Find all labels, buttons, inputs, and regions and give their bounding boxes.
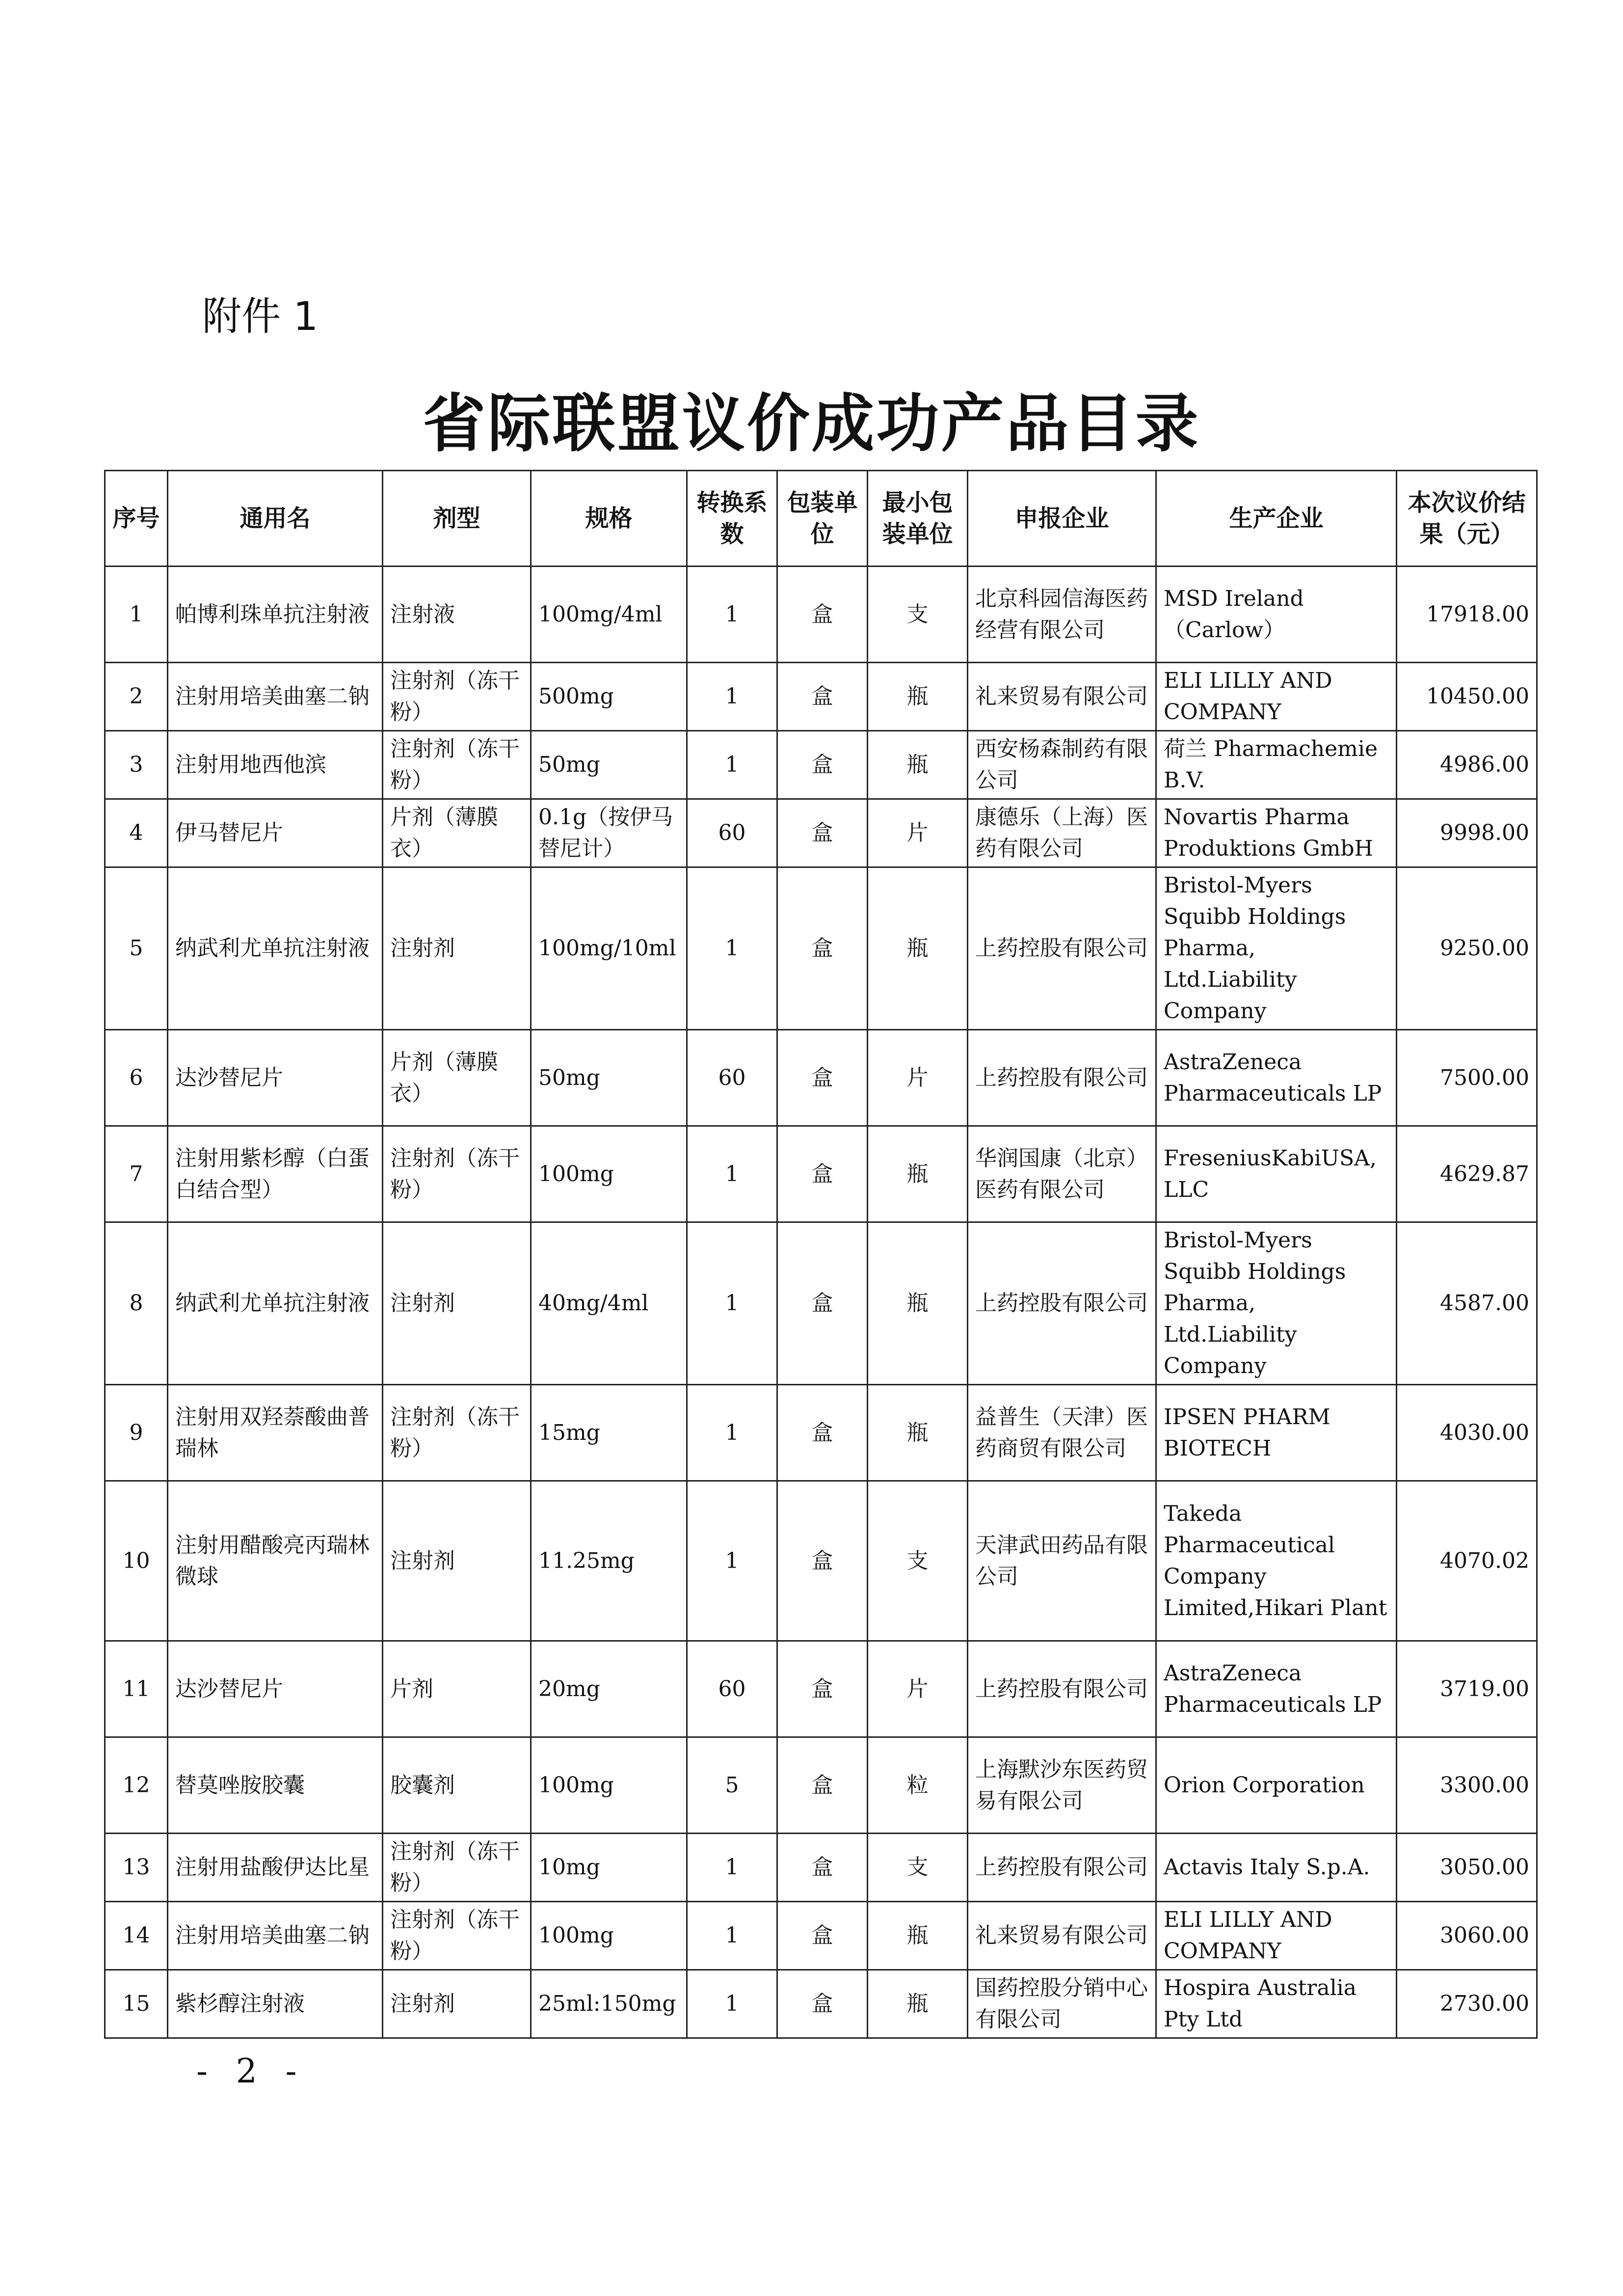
cell-min-pack: 瓶 bbox=[868, 867, 968, 1030]
cell-price: 3300.00 bbox=[1397, 1737, 1537, 1834]
cell-min-pack: 片 bbox=[868, 1641, 968, 1737]
cell-no: 8 bbox=[105, 1222, 168, 1385]
cell-name: 替莫唑胺胶囊 bbox=[168, 1737, 383, 1834]
table-row bbox=[105, 867, 1537, 1030]
cell-price: 2730.00 bbox=[1397, 1970, 1537, 2038]
cell-factor: 1 bbox=[687, 1834, 777, 1902]
cell-factor: 60 bbox=[687, 1030, 777, 1126]
cell-no: 3 bbox=[105, 731, 168, 799]
cell-pack: 盒 bbox=[777, 567, 868, 663]
cell-form: 片剂 bbox=[383, 1641, 531, 1737]
cell-factor: 1 bbox=[687, 663, 777, 731]
cell-factor: 1 bbox=[687, 1481, 777, 1641]
table-row bbox=[105, 663, 1537, 731]
cell-min-pack: 支 bbox=[868, 1481, 968, 1641]
cell-form: 注射剂 bbox=[383, 867, 531, 1030]
cell-pack: 盒 bbox=[777, 1641, 868, 1737]
cell-form: 注射液 bbox=[383, 567, 531, 663]
table-row bbox=[105, 731, 1537, 799]
cell-no: 9 bbox=[105, 1385, 168, 1481]
cell-manufacturer: ELI LILLY AND COMPANY bbox=[1156, 663, 1397, 731]
cell-spec: 50mg bbox=[531, 1030, 687, 1126]
header-name: 通用名 bbox=[168, 471, 383, 567]
header-no: 序号 bbox=[105, 471, 168, 567]
cell-applicant: 华润国康（北京）医药有限公司 bbox=[968, 1126, 1156, 1222]
cell-form: 注射剂（冻干粉） bbox=[383, 731, 531, 799]
cell-pack: 盒 bbox=[777, 1481, 868, 1641]
cell-price: 4030.00 bbox=[1397, 1385, 1537, 1481]
cell-spec: 25ml:150mg bbox=[531, 1970, 687, 2038]
cell-applicant: 上药控股有限公司 bbox=[968, 1030, 1156, 1126]
header-form: 剂型 bbox=[383, 471, 531, 567]
cell-manufacturer: AstraZeneca Pharmaceuticals LP bbox=[1156, 1030, 1397, 1126]
table-row bbox=[105, 1970, 1537, 2038]
cell-manufacturer: Bristol-Myers Squibb Holdings Pharma, Ltd.Liability Company bbox=[1156, 867, 1397, 1030]
table-row bbox=[105, 1126, 1537, 1222]
cell-spec: 100mg/10ml bbox=[531, 867, 687, 1030]
cell-name: 纳武利尤单抗注射液 bbox=[168, 1222, 383, 1385]
cell-manufacturer: Bristol-Myers Squibb Holdings Pharma, Ltd.Liability Company bbox=[1156, 1222, 1397, 1385]
cell-form: 注射剂 bbox=[383, 1481, 531, 1641]
cell-spec: 15mg bbox=[531, 1385, 687, 1481]
cell-manufacturer: Orion Corporation bbox=[1156, 1737, 1397, 1834]
cell-pack: 盒 bbox=[777, 1737, 868, 1834]
cell-name: 帕博利珠单抗注射液 bbox=[168, 567, 383, 663]
cell-factor: 1 bbox=[687, 1126, 777, 1222]
header-manufacturer: 生产企业 bbox=[1156, 471, 1397, 567]
cell-applicant: 康德乐（上海）医药有限公司 bbox=[968, 799, 1156, 867]
cell-manufacturer: AstraZeneca Pharmaceuticals LP bbox=[1156, 1641, 1397, 1737]
cell-spec: 100mg/4ml bbox=[531, 567, 687, 663]
table-row bbox=[105, 1030, 1537, 1126]
cell-applicant: 西安杨森制药有限公司 bbox=[968, 731, 1156, 799]
cell-manufacturer: Takeda Pharmaceutical Company Limited,Hikari Plant bbox=[1156, 1481, 1397, 1641]
header-min-pack: 最小包装单位 bbox=[868, 471, 968, 567]
cell-price: 17918.00 bbox=[1397, 567, 1537, 663]
cell-form: 注射剂（冻干粉） bbox=[383, 1902, 531, 1970]
cell-min-pack: 瓶 bbox=[868, 1902, 968, 1970]
cell-price: 10450.00 bbox=[1397, 663, 1537, 731]
cell-applicant: 礼来贸易有限公司 bbox=[968, 663, 1156, 731]
cell-spec: 0.1g（按伊马替尼计） bbox=[531, 799, 687, 867]
cell-price: 9998.00 bbox=[1397, 799, 1537, 867]
cell-name: 伊马替尼片 bbox=[168, 799, 383, 867]
header-price: 本次议价结果（元） bbox=[1397, 471, 1537, 567]
cell-pack: 盒 bbox=[777, 663, 868, 731]
attachment-label: 附件 1 bbox=[202, 294, 319, 339]
cell-name: 注射用紫杉醇（白蛋白结合型） bbox=[168, 1126, 383, 1222]
cell-name: 注射用培美曲塞二钠 bbox=[168, 663, 383, 731]
cell-factor: 1 bbox=[687, 1222, 777, 1385]
cell-pack: 盒 bbox=[777, 1030, 868, 1126]
cell-name: 紫杉醇注射液 bbox=[168, 1970, 383, 2038]
table-row bbox=[105, 799, 1537, 867]
cell-factor: 1 bbox=[687, 1970, 777, 2038]
cell-pack: 盒 bbox=[777, 799, 868, 867]
cell-pack: 盒 bbox=[777, 731, 868, 799]
cell-applicant: 上海默沙东医药贸易有限公司 bbox=[968, 1737, 1156, 1834]
cell-factor: 1 bbox=[687, 1385, 777, 1481]
cell-manufacturer: MSD Ireland（Carlow） bbox=[1156, 567, 1397, 663]
cell-manufacturer: Hospira Australia Pty Ltd bbox=[1156, 1970, 1397, 2038]
cell-spec: 100mg bbox=[531, 1737, 687, 1834]
cell-no: 1 bbox=[105, 567, 168, 663]
document-title: 省际联盟议价成功产品目录 bbox=[423, 387, 1200, 460]
cell-spec: 100mg bbox=[531, 1902, 687, 1970]
cell-no: 12 bbox=[105, 1737, 168, 1834]
cell-manufacturer: 荷兰 Pharmachemie B.V. bbox=[1156, 731, 1397, 799]
cell-applicant: 北京科园信海医药经营有限公司 bbox=[968, 567, 1156, 663]
cell-name: 达沙替尼片 bbox=[168, 1030, 383, 1126]
table-row bbox=[105, 1902, 1537, 1970]
table-header-row bbox=[105, 471, 1537, 567]
cell-min-pack: 粒 bbox=[868, 1737, 968, 1834]
cell-min-pack: 支 bbox=[868, 567, 968, 663]
cell-factor: 1 bbox=[687, 731, 777, 799]
cell-no: 2 bbox=[105, 663, 168, 731]
cell-price: 3060.00 bbox=[1397, 1902, 1537, 1970]
cell-spec: 20mg bbox=[531, 1641, 687, 1737]
cell-applicant: 礼来贸易有限公司 bbox=[968, 1902, 1156, 1970]
cell-min-pack: 瓶 bbox=[868, 731, 968, 799]
cell-form: 注射剂（冻干粉） bbox=[383, 663, 531, 731]
cell-name: 注射用双羟萘酸曲普瑞林 bbox=[168, 1385, 383, 1481]
table-row bbox=[105, 1737, 1537, 1834]
cell-name: 纳武利尤单抗注射液 bbox=[168, 867, 383, 1030]
cell-no: 7 bbox=[105, 1126, 168, 1222]
cell-form: 注射剂 bbox=[383, 1970, 531, 2038]
cell-form: 片剂（薄膜衣） bbox=[383, 1030, 531, 1126]
cell-manufacturer: ELI LILLY AND COMPANY bbox=[1156, 1902, 1397, 1970]
cell-applicant: 上药控股有限公司 bbox=[968, 867, 1156, 1030]
cell-price: 4587.00 bbox=[1397, 1222, 1537, 1385]
cell-price: 4070.02 bbox=[1397, 1481, 1537, 1641]
cell-min-pack: 瓶 bbox=[868, 1222, 968, 1385]
cell-pack: 盒 bbox=[777, 1222, 868, 1385]
cell-price: 3050.00 bbox=[1397, 1834, 1537, 1902]
cell-spec: 100mg bbox=[531, 1126, 687, 1222]
cell-no: 14 bbox=[105, 1902, 168, 1970]
cell-min-pack: 支 bbox=[868, 1834, 968, 1902]
cell-manufacturer: Actavis Italy S.p.A. bbox=[1156, 1834, 1397, 1902]
cell-manufacturer: IPSEN PHARM BIOTECH bbox=[1156, 1385, 1397, 1481]
cell-form: 胶囊剂 bbox=[383, 1737, 531, 1834]
cell-form: 注射剂 bbox=[383, 1222, 531, 1385]
header-factor: 转换系数 bbox=[687, 471, 777, 567]
cell-applicant: 上药控股有限公司 bbox=[968, 1641, 1156, 1737]
cell-factor: 1 bbox=[687, 867, 777, 1030]
cell-no: 5 bbox=[105, 867, 168, 1030]
cell-price: 4986.00 bbox=[1397, 731, 1537, 799]
cell-factor: 60 bbox=[687, 1641, 777, 1737]
header-pack: 包装单位 bbox=[777, 471, 868, 567]
cell-price: 9250.00 bbox=[1397, 867, 1537, 1030]
cell-factor: 5 bbox=[687, 1737, 777, 1834]
cell-pack: 盒 bbox=[777, 1902, 868, 1970]
cell-spec: 50mg bbox=[531, 731, 687, 799]
table-row bbox=[105, 1641, 1537, 1737]
cell-name: 达沙替尼片 bbox=[168, 1641, 383, 1737]
table-row bbox=[105, 1834, 1537, 1902]
header-spec: 规格 bbox=[531, 471, 687, 567]
table-row bbox=[105, 1222, 1537, 1385]
cell-manufacturer: Novartis Pharma Produktions GmbH bbox=[1156, 799, 1397, 867]
cell-min-pack: 瓶 bbox=[868, 1385, 968, 1481]
cell-pack: 盒 bbox=[777, 867, 868, 1030]
page-number: - 2 - bbox=[196, 2052, 306, 2091]
cell-form: 片剂（薄膜衣） bbox=[383, 799, 531, 867]
cell-min-pack: 瓶 bbox=[868, 663, 968, 731]
cell-price: 4629.87 bbox=[1397, 1126, 1537, 1222]
cell-no: 11 bbox=[105, 1641, 168, 1737]
cell-no: 10 bbox=[105, 1481, 168, 1641]
cell-name: 注射用盐酸伊达比星 bbox=[168, 1834, 383, 1902]
cell-applicant: 天津武田药品有限公司 bbox=[968, 1481, 1156, 1641]
cell-pack: 盒 bbox=[777, 1385, 868, 1481]
cell-form: 注射剂（冻干粉） bbox=[383, 1126, 531, 1222]
cell-applicant: 国药控股分销中心有限公司 bbox=[968, 1970, 1156, 2038]
product-catalog-table bbox=[104, 470, 1538, 2039]
cell-price: 3719.00 bbox=[1397, 1641, 1537, 1737]
cell-manufacturer: FreseniusKabiUSA, LLC bbox=[1156, 1126, 1397, 1222]
cell-no: 13 bbox=[105, 1834, 168, 1902]
cell-applicant: 上药控股有限公司 bbox=[968, 1834, 1156, 1902]
cell-no: 15 bbox=[105, 1970, 168, 2038]
cell-spec: 11.25mg bbox=[531, 1481, 687, 1641]
cell-name: 注射用培美曲塞二钠 bbox=[168, 1902, 383, 1970]
cell-factor: 1 bbox=[687, 567, 777, 663]
cell-form: 注射剂（冻干粉） bbox=[383, 1834, 531, 1902]
cell-price: 7500.00 bbox=[1397, 1030, 1537, 1126]
cell-factor: 1 bbox=[687, 1902, 777, 1970]
cell-no: 6 bbox=[105, 1030, 168, 1126]
cell-spec: 10mg bbox=[531, 1834, 687, 1902]
cell-no: 4 bbox=[105, 799, 168, 867]
cell-spec: 40mg/4ml bbox=[531, 1222, 687, 1385]
cell-pack: 盒 bbox=[777, 1834, 868, 1902]
table-row bbox=[105, 1385, 1537, 1481]
cell-spec: 500mg bbox=[531, 663, 687, 731]
cell-name: 注射用醋酸亮丙瑞林微球 bbox=[168, 1481, 383, 1641]
cell-min-pack: 片 bbox=[868, 1030, 968, 1126]
cell-min-pack: 片 bbox=[868, 799, 968, 867]
cell-pack: 盒 bbox=[777, 1970, 868, 2038]
cell-factor: 60 bbox=[687, 799, 777, 867]
cell-pack: 盒 bbox=[777, 1126, 868, 1222]
cell-applicant: 上药控股有限公司 bbox=[968, 1222, 1156, 1385]
header-applicant: 申报企业 bbox=[968, 471, 1156, 567]
cell-min-pack: 瓶 bbox=[868, 1126, 968, 1222]
cell-min-pack: 瓶 bbox=[868, 1970, 968, 2038]
cell-name: 注射用地西他滨 bbox=[168, 731, 383, 799]
cell-form: 注射剂（冻干粉） bbox=[383, 1385, 531, 1481]
table-row bbox=[105, 1481, 1537, 1641]
cell-applicant: 益普生（天津）医药商贸有限公司 bbox=[968, 1385, 1156, 1481]
table-row bbox=[105, 567, 1537, 663]
